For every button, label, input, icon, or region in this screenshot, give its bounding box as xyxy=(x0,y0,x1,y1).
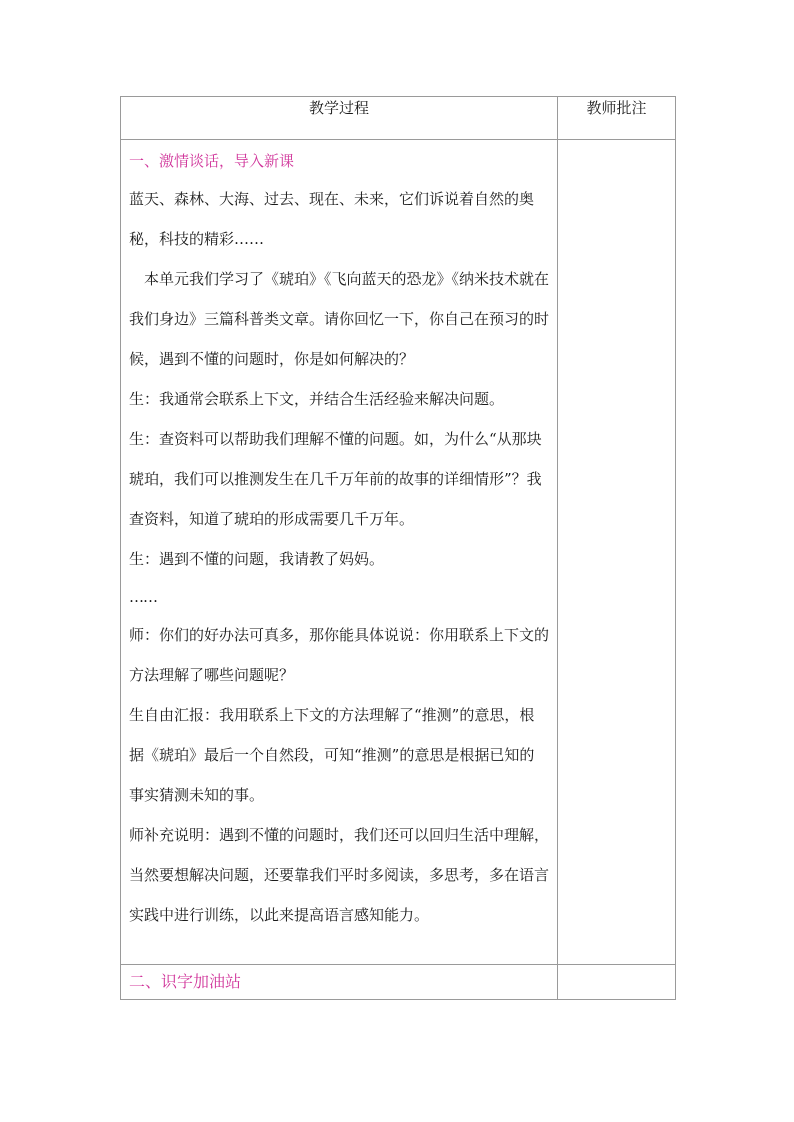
ellipsis: …… xyxy=(129,588,157,606)
student-answer-3: 生：遇到不懂的问题，我请教了妈妈。 xyxy=(129,550,385,568)
intro-paragraph: 蓝天、森林、大海、过去、现在、未来，它们诉说着自然的奥秘，科技的精彩…… xyxy=(129,190,535,248)
teacher-question: 师：你们的好办法可真多，那你能具体说说：你用联系上下文的方法理解了哪些问题呢？ xyxy=(129,626,550,684)
section-1-content-cell xyxy=(121,140,558,965)
section-2-content-cell xyxy=(121,965,558,1000)
section-1-row xyxy=(121,140,676,965)
section-2-heading: 二、识字加油站 xyxy=(129,972,242,991)
student-answer-2: 生：查资料可以帮助我们理解不懂的问题。如，为什么“从那块琥珀，我们可以推测发生在几千万年前的故事的详细情形”？我查资料，知道了琥珀的形成需要几千万年。 xyxy=(129,430,542,528)
section-2-notes-cell xyxy=(558,965,676,1000)
header-teaching-process: 教学过程 xyxy=(121,97,558,140)
student-report: 生自由汇报：我用联系上下文的方法理解了“推测”的意思，根据《琥珀》最后一个自然段，可知“推测”的意思是根据已知的事实猜测未知的事。 xyxy=(129,706,535,804)
review-question-paragraph: 本单元我们学习了《琥珀》《飞向蓝天的恐龙》《纳米技术就在我们身边》三篇科普类文章。请你回忆一下，你自己在预习的时候，遇到不懂的问题时，你是如何解决的？ xyxy=(129,270,550,368)
header-row xyxy=(121,97,676,140)
lesson-plan-table xyxy=(120,96,676,1000)
student-answer-1: 生：我通常会联系上下文，并结合生活经验来解决问题。 xyxy=(129,390,505,408)
section-2-row xyxy=(121,965,676,1000)
section-1-notes-cell xyxy=(558,140,676,965)
header-teacher-notes: 教师批注 xyxy=(558,97,676,140)
section-1-heading: 一、激情谈话，导入新课 xyxy=(129,152,295,170)
teacher-supplement: 师补充说明：遇到不懂的问题时，我们还可以回归生活中理解，当然要想解决问题，还要靠我们平时多阅读，多思考，多在语言实践中进行训练，以此来提高语言感知能力。 xyxy=(129,826,550,924)
